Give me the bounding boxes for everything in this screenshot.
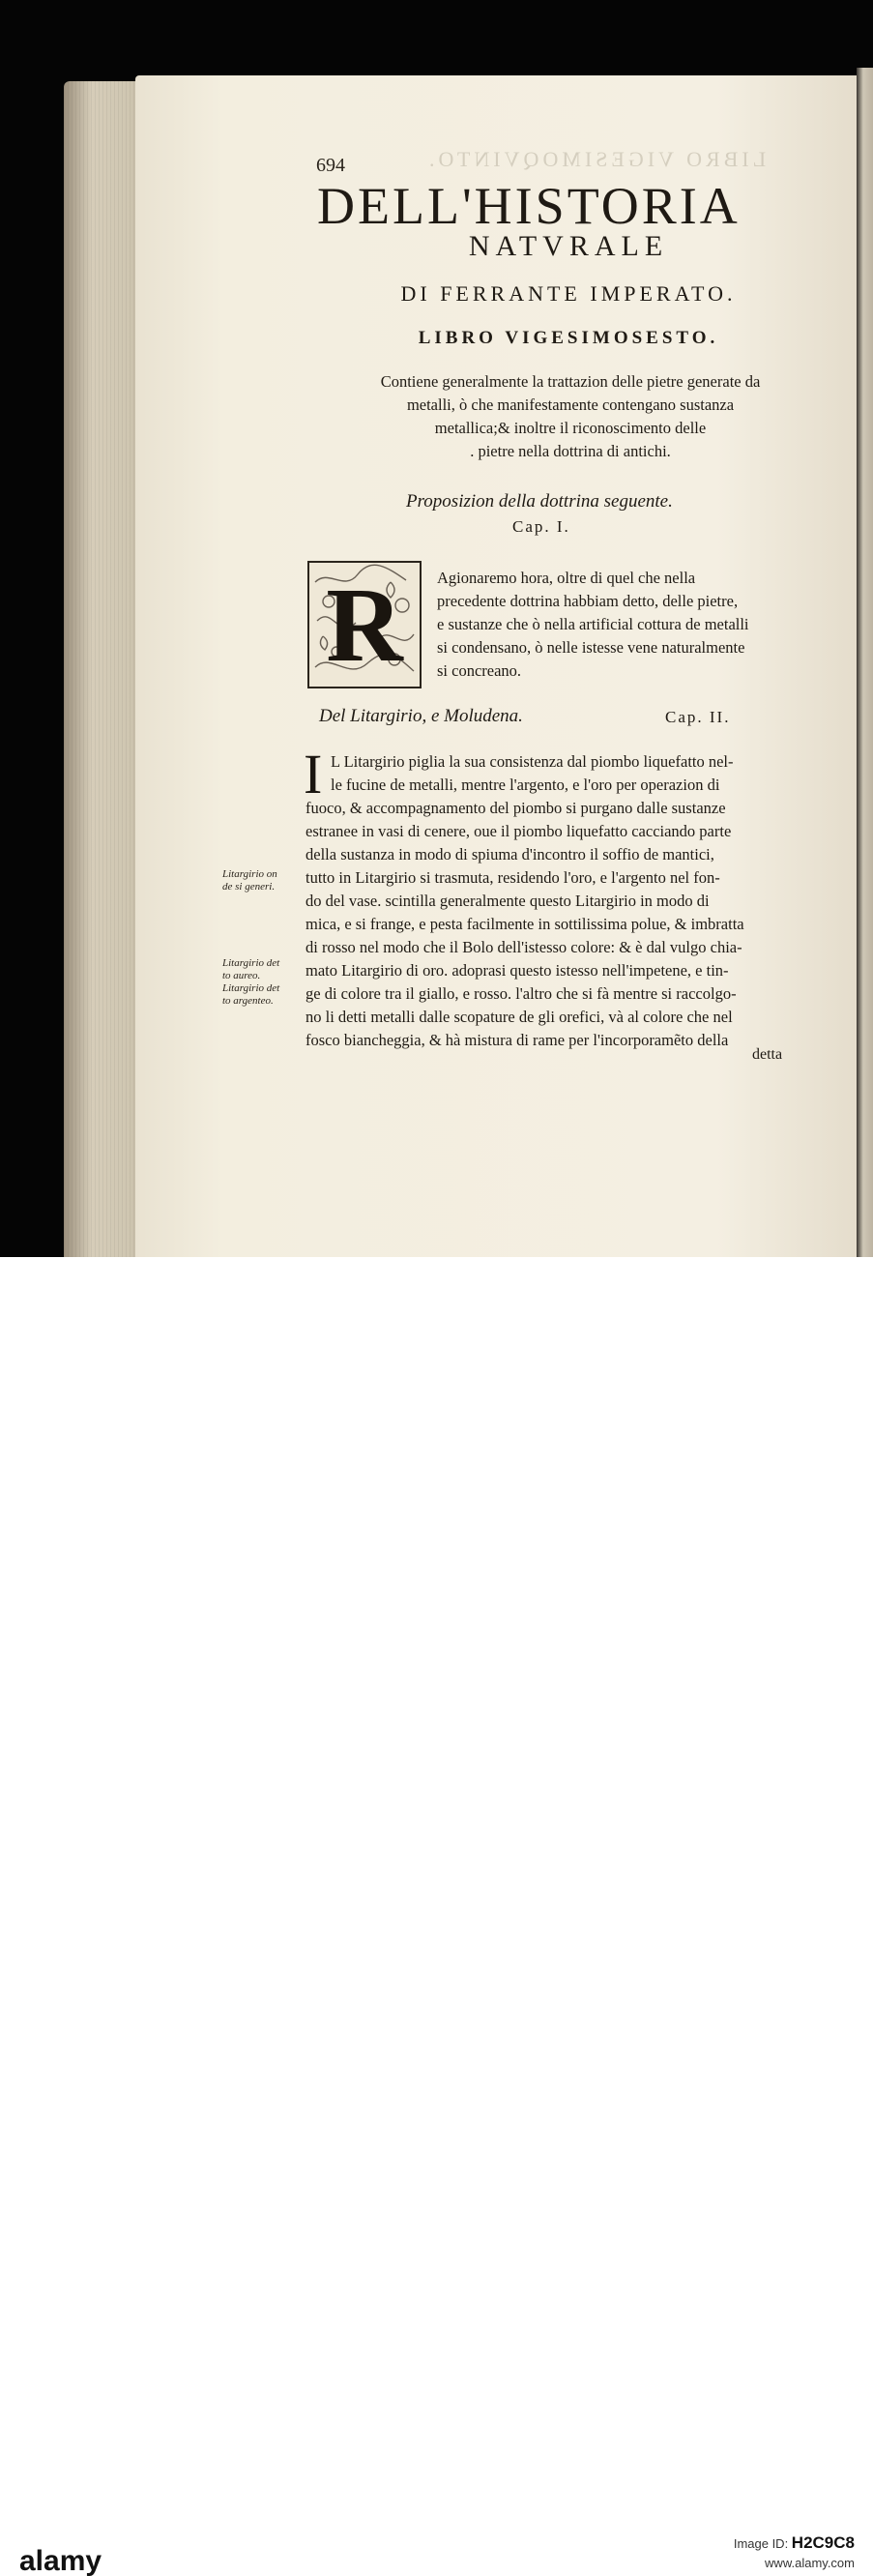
text-line: mica, e si frange, e pesta facilmente in sottilissima polue, & imbratta (306, 915, 744, 933)
site-url: www.alamy.com (765, 2556, 855, 2570)
text-line: ge di colore tra il giallo, e rosso. l'altro che si fà mentre si raccolgo- (306, 984, 737, 1003)
drop-cap-letter: R (326, 566, 403, 684)
margin-note-line: to argenteo. (222, 995, 274, 1007)
text-line: do del vase. scintilla generalmente questo Litargirio in modo di (306, 892, 710, 910)
show-through-text: LIBRO VIGESIMOQVINTO. (425, 147, 767, 171)
text-line: le fucine de metalli, mentre l'argento, e l'oro per operazion di (331, 776, 720, 794)
subtitle-author: DI FERRANTE IMPERATO. (400, 281, 737, 306)
margin-note-line: Litargirio on (222, 868, 277, 880)
chapter-number-1: Cap. I. (512, 517, 570, 536)
margin-note-line: Litargirio det (222, 957, 280, 969)
text-line: fosco biancheggia, & hà mistura di rame per l'incorporamẽto della (306, 1031, 729, 1049)
text-line: tutto in Litargirio si trasmuta, residendo l'oro, e l'argento nel fon- (306, 868, 720, 887)
text-line: precedente dottrina habbiam detto, delle pietre, (437, 592, 739, 610)
chapter-number-2: Cap. II. (665, 708, 731, 726)
text-line: si concreano. (437, 661, 522, 680)
alamy-logo-icon (19, 2543, 126, 2576)
margin-note-line: Litargirio det (222, 982, 280, 994)
paragraph-2 (306, 797, 824, 1052)
contents-line: Contiene generalmente la trattazion delle pietre generate da (380, 372, 761, 391)
text-line: L Litargirio piglia la sua consistenza dal piombo liquefatto nel- (331, 752, 734, 771)
text-line: mato Litargirio di oro. adoprasi questo istesso nell'impetene, e tin- (306, 961, 729, 980)
page-title: DELL'HISTORIA (317, 177, 741, 235)
text-line: e sustanze che ò nella artificial cottura de metalli (437, 615, 749, 633)
contents-summary (329, 370, 812, 463)
facing-page-edge (857, 68, 873, 1257)
stock-reference: Image ID: H2C9C8 www.alamy.com (642, 2533, 855, 2573)
margin-note-2 (222, 957, 279, 1008)
decorated-drop-cap (307, 561, 422, 688)
text-line: si condensano, ò nelle istesse vene naturalmente (437, 638, 745, 657)
initial-letter: I (304, 743, 323, 805)
text-line: di rosso nel modo che il Bolo dell'istesso colore: & è dal vulgo chia- (306, 938, 742, 956)
chapter-heading-1: Proposizion della dottrina seguente. (406, 491, 673, 512)
paragraph-1 (437, 567, 824, 683)
chapter-heading-2: Del Litargirio, e Moludena. (319, 706, 523, 726)
contents-line: metalli, ò che manifestamente contengano sustanza (406, 395, 735, 414)
subtitle-naturale: NATVRALE (468, 230, 669, 262)
margin-note-line: to aureo. (222, 970, 261, 981)
margin-note-1 (222, 868, 277, 893)
text-line: Agionaremo hora, oltre di quel che nella (437, 569, 696, 587)
text-line: della sustanza in modo di spiuma d'incontro il soffio de mantici, (306, 845, 714, 864)
contents-line: . pietre nella dottrina di antichi. (470, 442, 671, 460)
photo-area (0, 0, 873, 1257)
margin-note-line: de si generi. (222, 881, 276, 893)
text-line: fuoco, & accompagnamento del piombo si purgano dalle sustanze (306, 799, 726, 817)
page-number: 694 (316, 155, 345, 176)
text-line: no li detti metalli dalle scopature de gli orefici, và al colore che nel (306, 1008, 733, 1026)
subtitle-book: LIBRO VIGESIMOSESTO. (418, 328, 719, 348)
contents-line: metallica;& inoltre il riconoscimento delle (434, 419, 707, 437)
stock-watermark-bar (0, 1257, 873, 2576)
image-id: H2C9C8 (791, 2533, 855, 2552)
paragraph-2-opening (331, 750, 824, 797)
svg-text:alamy: alamy (19, 2545, 102, 2576)
text-line: estranee in vasi di cenere, oue il piombo liquefatto cacciando parte (306, 822, 732, 840)
catchword: detta (752, 1046, 783, 1063)
